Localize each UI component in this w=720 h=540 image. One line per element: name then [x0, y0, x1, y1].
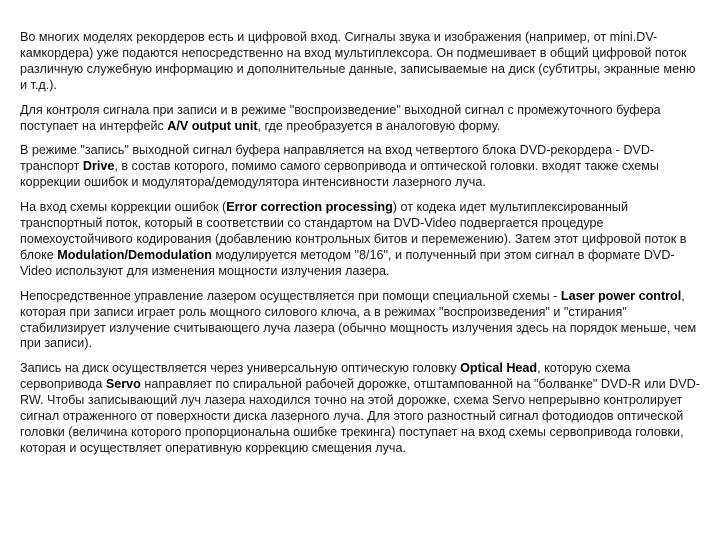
- paragraph-av-output: [20, 103, 700, 135]
- term-error-correction-processing: Error correction processing: [226, 200, 393, 215]
- paragraph-optical-head: [20, 361, 700, 456]
- term-servo: Servo: [105, 377, 141, 392]
- paragraph-text: На вход схемы коррекции ошибок (: [20, 200, 227, 215]
- paragraph-text: , которая при записи играет роль мощного силового ключа, а в режимах "воспроизведения" и "стирания" стабилизирует излучение считывающего луча лазера (обычно мощность излучения здесь на порядок меньше, чем при записи).: [20, 288, 697, 351]
- term-optical-head: Optical Head: [460, 361, 538, 376]
- paragraph-text: Запись на диск осуществляется через универсальную оптическую головку: [20, 361, 461, 376]
- paragraph-text: Для контроля сигнала при записи и в режиме "воспроизведение" выходной сигнал с промежуточного буфера поступает на интерфейс: [20, 102, 661, 133]
- paragraph-text: , где преобразуется в аналоговую форму.: [257, 118, 501, 133]
- paragraph-text: Во многих моделях рекордеров есть и цифровой вход. Сигналы звука и изображения (например, от mini.DV-камкордера) уже подаются непосредственно на вход мультиплексора. Он подмешивает в общий цифровой поток различную служебную информацию и дополнительные данные, записываемые на диск (субтитры, экранные меню и т.д.).: [20, 30, 696, 92]
- paragraph-laser-power: [20, 289, 700, 353]
- paragraph-text: , в состав которого, помимо самого сервопривода и оптической головки. входят также схемы коррекции ошибок и модулятора/демодулятора интенсивности лазерного луча.: [20, 159, 659, 190]
- paragraph-drive: [20, 143, 700, 191]
- term-av-output-unit: A/V output unit: [167, 118, 258, 133]
- paragraph-digital-input: [20, 30, 700, 94]
- paragraph-text: Непосредственное управление лазером осуществляется при помощи специальной схемы -: [20, 288, 561, 303]
- term-modulation-demodulation: Modulation/Demodulation: [57, 247, 212, 262]
- term-laser-power-control: Laser power control: [560, 288, 682, 303]
- paragraph-text: ) от кодека идет мультиплексированный транспортный поток, который в соответствии со стандартом на DVD-Video подвергается процедуре помехоустойчивого кодирования (добавлению контрольных битов и перемежению). Затем этот цифровой поток в блоке: [20, 200, 687, 262]
- paragraph-text: направляет по спиральной рабочей дорожке, отштампованной на "болванке" DVD-R или DVD-RW. Чтобы записывающий луч лазера находился точно на этой дорожке, схема Servo непрерывно контролирует сигнал отраженного от поверхности диска лазерного луча. Для этого разностный сигнал фотодиодов оптической головки (величина которого пропорциональна ошибке трекинга) поступает на вход схемы сервопривода головки, которая и осуществляет оперативную коррекцию смещения луча.: [20, 377, 700, 455]
- paragraph-error-correction: [20, 200, 700, 280]
- paragraph-text: модулируется методом "8/16", и полученный при этом сигнал в формате DVD-Video используют для изменения мощности излучения лазера.: [20, 247, 675, 278]
- paragraph-text: В режиме "запись" выходной сигнал буфера направляется на вход четвертого блока DVD-рекордера - DVD-транспорт: [20, 143, 655, 174]
- term-drive: Drive: [82, 159, 115, 174]
- paragraph-text: , которую схема сервопривода: [20, 361, 631, 392]
